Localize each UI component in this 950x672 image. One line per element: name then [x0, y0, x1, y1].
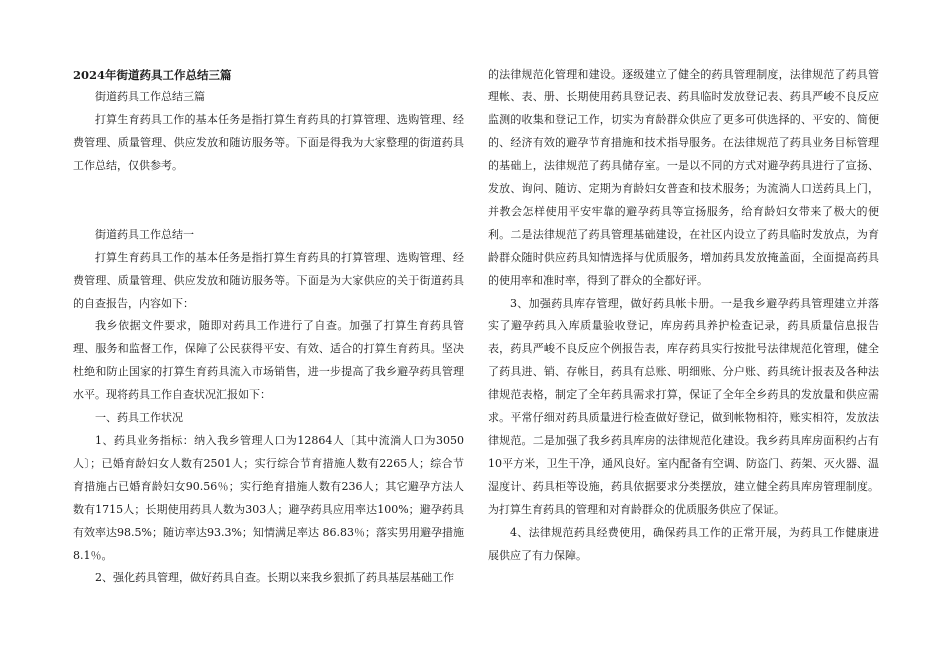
paragraph: 4、法律规范药具经费使用，确保药具工作的正常开展，为药具工作健康进展供应了有力保障。	[488, 525, 879, 562]
paragraph: 3、加强药具库存管理，做好药具帐卡册。一是我乡避孕药具管理建立并落实了避孕药具入库质量验收登记，库房药具养护检查记录，药具质量信息报告表，药具严峻不良反应个例报告表，库存药具实行按批号法律规范化管理，健全了药具进、销、存帐目，药具有总账、明细账、分户账、药具统计报表及各种法律规范表格，制定了全年药具需求打算，保证了全年全乡药具的发放量和供应需求。平常仔细对药具质量进行检查做好登记，做到帐物相符，账实相符，发放法律规范。二是加强了我乡药具库房的法律规范化建设。我乡药具库房面积约占有10平方米，卫生干净，通风良好。室内配备有空调、防盗门、药架、灭火器、温湿度计、药具柜等设施，药具依据要求分类摆放，建立健全药具库房管理制度。为打算生育药具的管理和对育龄群众的优质服务供应了保证。	[488, 296, 879, 516]
paragraph: 我乡依据文件要求，随即对药具工作进行了自查。加强了打算生育药具管理、服务和监督工作，保障了公民获得平安、有效、适合的打算生育药具。坚决杜绝和防止国家的打算生育药具流入市场销售，进一步提高了我乡避孕药具管理水平。现将药具工作自查状况汇报如下：	[73, 319, 464, 402]
section-title: 街道药具工作总结一	[95, 227, 194, 241]
document-title: 2024年街道药具工作总结三篇	[73, 67, 232, 82]
paragraph-start: 2、强化药具管理，做好药具自查。长期以来我乡狠抓了药具基层基础工作	[95, 571, 454, 585]
document-subtitle: 街道药具工作总结三篇	[95, 90, 205, 104]
paragraph-continued: 的法律规范化管理和建设。逐级建立了健全的药具管理制度，法律规范了药具管理帐、表、册、长期使用药具登记表、药具临时发放登记表、药具严峻不良反应监测的收集和登记工作，切实为育龄群众供应了更多可供选择的、平安的、简便的、经济有效的避孕节育措施和技术指导服务。在法律规范了药具业务目标管理的基础上，法律规范了药具储存室。一是以不同的方式对避孕药具进行了宣扬、发放、询问、随访、定期为育龄妇女普查和技术服务；为流淌人口送药具上门，并教会怎样使用平安牢靠的避孕药具等宣扬服务，给育龄妇女带来了极大的便利。二是法律规范了药具管理基础建设，在社区内设立了药具临时发放点，为育龄群众随时供应药具知情选择与优质服务，增加药具发放掩盖面，全面提高药具的使用率和准时率，得到了群众的全都好评。	[488, 67, 879, 287]
section-heading: 一、药具工作状况	[95, 411, 183, 425]
paragraph: 1、药具业务指标：纳入我乡管理人口为12864人〔其中流淌人口为3050人〕；已婚育龄妇女人数有2501人；实行综合节育措施人数有2265人；综合节育措施占已婚育龄妇女90.56％；实行绝育措施人数有236人；其它避孕方法人数有1715人；长期使用药具人数为303人；避孕药具应用率达100%；避孕药具有效率达98.5%；随访率达93.3%；知情满足率达 86.83％；落实男用避孕措施8.1％。	[73, 433, 464, 562]
paragraph-spacer	[73, 178, 464, 224]
intro-paragraph: 打算生育药具工作的基本任务是指打算生育药具的打算管理、选购管理、经费管理、质量管理、供应发放和随访服务等。下面是得我为大家整理的街道药具工作总结，仅供参考。	[73, 113, 464, 173]
paragraph: 打算生育药具工作的基本任务是指打算生育药具的打算管理、选购管理、经费管理、质量管理、供应发放和随访服务等。下面是为大家供应的关于街道药具的自查报告，内容如下：	[73, 250, 464, 310]
right-column	[488, 0, 879, 567]
left-column	[73, 0, 464, 590]
